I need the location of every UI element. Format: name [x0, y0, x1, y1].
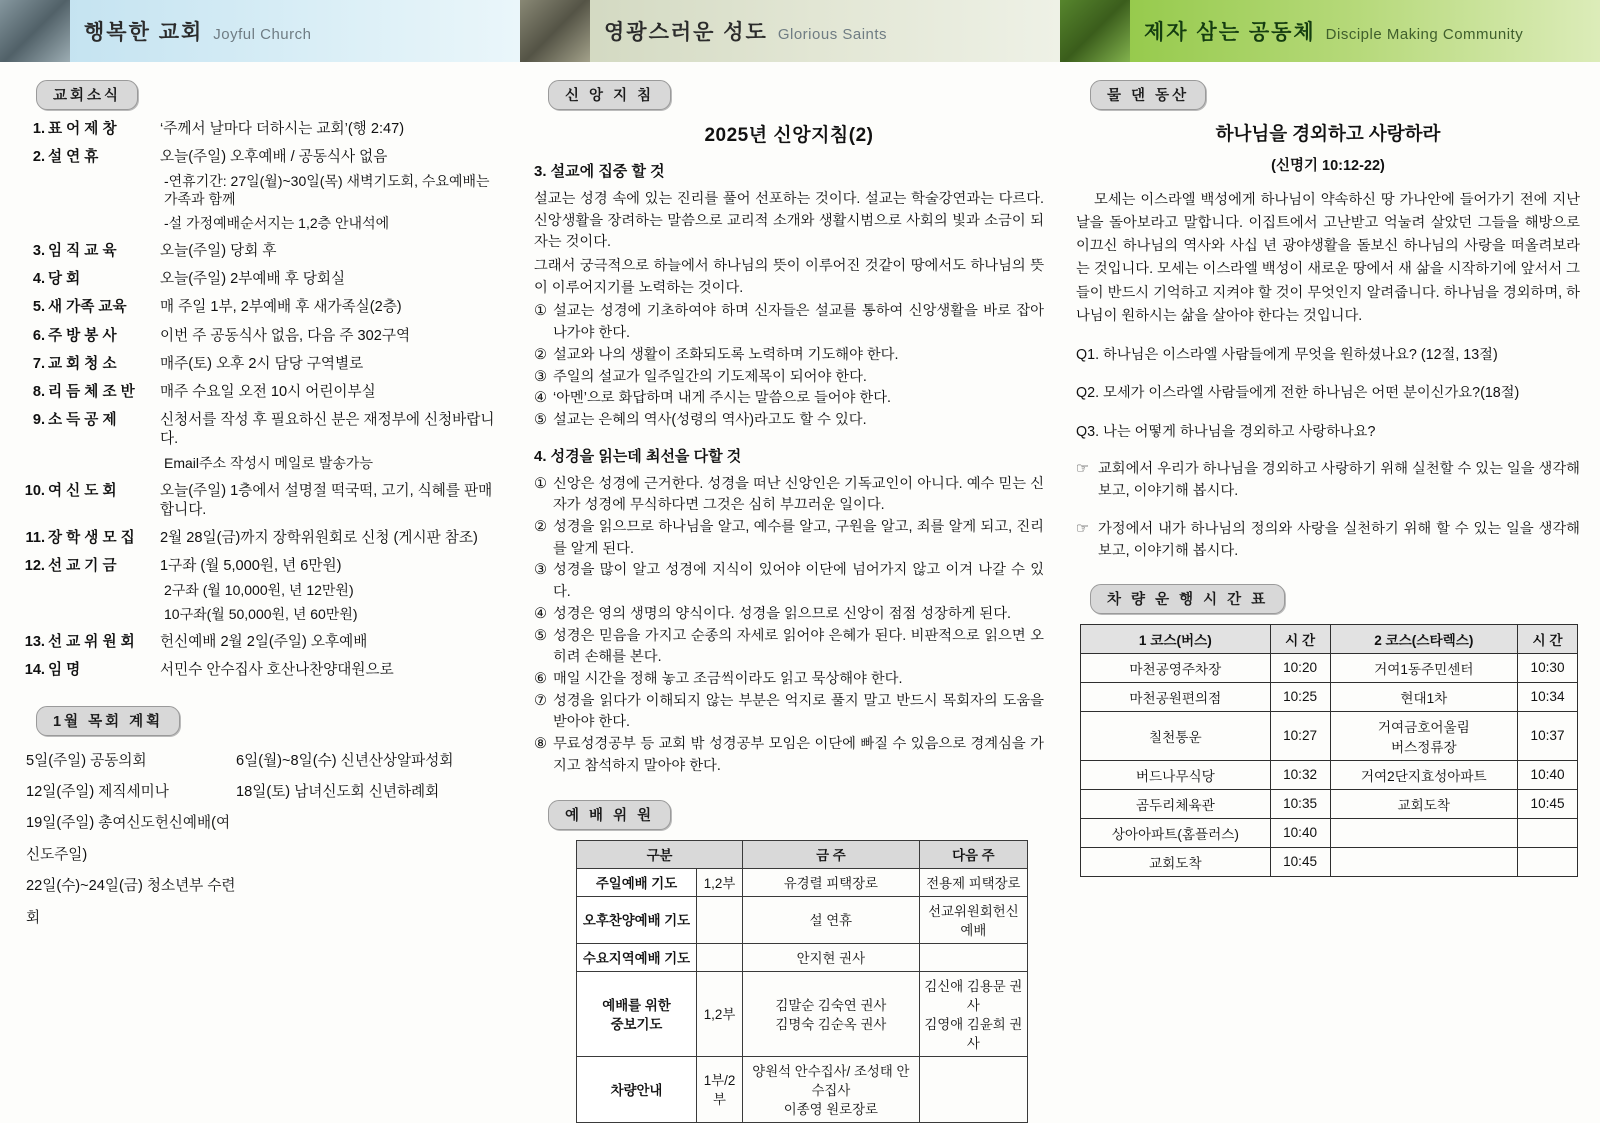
- plan-line: [26, 871, 506, 934]
- news-item-number: 9.: [32, 412, 45, 429]
- bus-table-cell: 교회도착: [1081, 847, 1271, 876]
- item-text: 성경을 읽다가 이해되지 않는 부분은 억지로 풀지 말고 반드시 목회자의 도움을 받아야 한다.: [553, 692, 1044, 731]
- section4-heading: 4. 성경을 읽는데 최선을 다할 것: [534, 447, 742, 465]
- church-news-list: [22, 120, 506, 680]
- news-item-title: 선 교 기 금: [48, 557, 117, 574]
- bus-table-cell: 거여1동주민센터: [1330, 653, 1518, 682]
- application-bullet-text: 가정에서 내가 하나님의 정의와 사랑을 실천하기 위해 할 수 있는 일을 생각해보고, 이야기해 봅시다.: [1098, 520, 1580, 559]
- plan-line-right: 18일(토) 남녀신도회 신년하례회: [236, 784, 440, 801]
- numbered-item: [534, 560, 1044, 603]
- news-item-text: 이번 주 공동식사 없음, 다음 주 302구역: [160, 327, 411, 344]
- worship-table-cell: 1부/2부: [697, 1056, 743, 1122]
- news-item-title: 교 회 청 소: [48, 355, 117, 372]
- news-item-text: 오늘(주일) 당회 후: [160, 243, 277, 260]
- news-item-text: 오늘(주일) 2부예배 후 당회실: [160, 271, 346, 288]
- column-church-news: [0, 72, 520, 1123]
- table-row: [577, 1056, 1028, 1122]
- worship-table-body: [577, 868, 1028, 1122]
- news-item-title: 장 학 생 모 집: [48, 529, 135, 546]
- worship-table-header-row: [577, 840, 1028, 868]
- news-item: [22, 661, 506, 680]
- worship-table-cell: 김신애 김용문 권사 김영애 김윤희 권사: [919, 971, 1027, 1056]
- plan-line: [26, 808, 506, 871]
- news-item-text: 오늘(주일) 오후예배 / 공동식사 없음: [160, 149, 388, 166]
- table-row: [577, 868, 1028, 896]
- news-item-text: 매 주일 1부, 2부예배 후 새가족실(2층): [160, 299, 402, 316]
- news-item-text: 신청서를 작성 후 필요하신 분은 재정부에 신청바랍니다.: [160, 412, 495, 447]
- bus-table-cell: 10:34: [1518, 682, 1578, 711]
- banner-photo-3: [1060, 0, 1130, 62]
- worship-table-cell: 1,2부: [697, 971, 743, 1056]
- news-item-number: 5.: [32, 299, 45, 316]
- bus-table-header: 시 간: [1518, 624, 1578, 653]
- plan-line-left: 12일(주일) 제직세미나: [26, 784, 169, 801]
- worship-table-cell: 주일예배 기도: [577, 868, 697, 896]
- section-tag-worship-committee: 예 배 위 원: [548, 800, 671, 830]
- bus-table-cell: 10:45: [1270, 847, 1330, 876]
- worship-table-header: 금 주: [743, 840, 920, 868]
- section3-paragraphs: [534, 189, 1044, 300]
- item-text: 신앙은 성경에 근거한다. 성경을 떠난 신앙인은 기독교인이 아니다. 예수 믿는 신자가 성경에 무식하다면 그것은 심히 부끄러운 일이다.: [553, 475, 1044, 514]
- news-item-title: 당 회: [48, 271, 81, 288]
- bus-table-cell: 버드나무식당: [1081, 760, 1271, 789]
- worship-table-cell: [697, 896, 743, 943]
- bus-table-cell: 10:37: [1518, 711, 1578, 760]
- news-item-title: 리 듬 체 조 반: [48, 383, 135, 400]
- news-item: [22, 633, 506, 652]
- banner-title-ko-1: 행복한 교회: [84, 21, 204, 44]
- section4-items: [534, 474, 1044, 778]
- item-text: 설교와 나의 생활이 조화되도록 노력하며 기도해야 한다.: [553, 346, 899, 363]
- news-item: [22, 120, 506, 139]
- worship-table-cell: 1,2부: [697, 868, 743, 896]
- news-item: [22, 557, 506, 576]
- bus-table-cell: 마천공영주차장: [1081, 653, 1271, 682]
- news-item-text: 매주(토) 오후 2시 담당 구역별로: [160, 355, 364, 372]
- item-text: 성경을 읽으므로 하나님을 알고, 예수를 알고, 구원을 알고, 죄를 알게 되고, 진리를 알게 된다.: [553, 518, 1044, 557]
- banner-title-en-1: Joyful Church: [213, 26, 312, 43]
- pointing-hand-icon: ☞: [1076, 520, 1089, 537]
- worship-table-cell: 유경렬 피택장로: [743, 868, 920, 896]
- numbered-item: [534, 691, 1044, 734]
- plan-line: [26, 777, 506, 808]
- bus-table-cell: 곰두리체육관: [1081, 789, 1271, 818]
- item-text: 무료성경공부 등 교회 밖 성경공부 모임은 이단에 빠질 수 있음으로 경계심을 가지고 참석하지 말아야 한다.: [553, 736, 1044, 774]
- numbered-item: [534, 388, 1044, 410]
- discussion-question: Q2. 모세가 이스라엘 사람들에게 전한 하나님은 어떤 분이신가요?(18절): [1076, 385, 1520, 402]
- news-item-subtext: Email주소 작성시 메일로 발송가능: [164, 454, 373, 471]
- banner-joyful-church: [0, 0, 520, 62]
- news-item-subtext: 10구좌(월 50,000원, 년 60만원): [164, 605, 358, 622]
- faith-guideline-body: [534, 161, 1044, 778]
- item-marker: ⑤: [534, 411, 547, 428]
- news-item: [22, 529, 506, 548]
- news-item-text: 매주 수요일 오전 10시 어린이부실: [160, 383, 376, 400]
- item-marker: ②: [534, 518, 547, 535]
- worship-table-cell: [919, 1056, 1027, 1122]
- application-bullet-text: 교회에서 우리가 하나님을 경외하고 사랑하기 위해 실천할 수 있는 일을 생각해보고, 이야기해 봅시다.: [1098, 461, 1580, 500]
- item-marker: ⑧: [534, 736, 547, 753]
- worship-table-cell: 선교위원회헌신예배: [919, 896, 1027, 943]
- item-text: ‘아멘’으로 화답하며 내게 주시는 말씀으로 들어야 한다.: [553, 390, 891, 407]
- worship-table-cell: 양원석 안수집사/ 조성태 안수집사 이종영 원로장로: [743, 1056, 920, 1122]
- worship-committee-block: [534, 800, 1044, 1123]
- news-item: [22, 482, 506, 519]
- bus-table-cell: 10:30: [1518, 653, 1578, 682]
- numbered-item: [534, 604, 1044, 626]
- application-bullet: [1076, 458, 1580, 502]
- table-row: [577, 943, 1028, 971]
- worship-table-cell: 김말순 김숙연 권사 김명숙 김순옥 권사: [743, 971, 920, 1056]
- item-marker: ④: [534, 390, 547, 407]
- application-bullet: [1076, 518, 1580, 562]
- section-tag-bus-schedule: 차 량 운 행 시 간 표: [1090, 584, 1285, 614]
- bus-table-cell: 마천공원편의점: [1081, 682, 1271, 711]
- item-marker: ⑤: [534, 627, 547, 644]
- bus-table-cell: 10:35: [1270, 789, 1330, 818]
- plan-line-left: 22일(수)~24일(금) 청소년부 수련회: [26, 878, 236, 926]
- sermon-scripture-reference: (신명기 10:12-22): [1271, 158, 1385, 174]
- banner-title-ko-3: 제자 삼는 공동체: [1144, 21, 1316, 44]
- bus-table-header-row: [1081, 624, 1578, 653]
- news-item: [22, 298, 506, 317]
- news-item-number: 7.: [32, 355, 45, 372]
- item-text: 성경은 믿음을 가지고 순종의 자세로 읽어야 은혜가 된다. 비판적으로 읽으면 오히려 손해를 본다.: [553, 627, 1044, 666]
- news-item-number: 10.: [24, 482, 45, 499]
- table-row: [1081, 711, 1578, 760]
- news-item: [22, 242, 506, 261]
- news-item-title: 소 득 공 제: [48, 412, 117, 429]
- banner-glorious-saints: [520, 0, 1060, 62]
- news-item-number: 8.: [32, 383, 45, 400]
- worship-table-header: 구분: [577, 840, 743, 868]
- bus-table-cell: 상아아파트(홈플러스): [1081, 818, 1271, 847]
- numbered-item: [534, 669, 1044, 691]
- news-item-text: 2월 28일(금)까지 장학위원회로 신청 (게시판 참조): [160, 529, 478, 546]
- news-item-number: 11.: [25, 529, 45, 546]
- news-item-subtext: -설 가정예배순서지는 1,2층 안내석에: [164, 215, 390, 232]
- worship-table-cell: [919, 943, 1027, 971]
- section3-items: [534, 301, 1044, 431]
- bus-table-header: 2 코스(스타렉스): [1330, 624, 1518, 653]
- item-text: 매일 시간을 정해 놓고 조금씩이라도 읽고 묵상해야 한다.: [553, 670, 903, 687]
- plan-line-left: 5일(주일) 공동의회: [26, 752, 147, 769]
- bus-table-header: 시 간: [1270, 624, 1330, 653]
- bus-table-cell: 10:32: [1270, 760, 1330, 789]
- item-marker: ⑦: [534, 692, 547, 709]
- discussion-question: Q3. 나는 어떻게 하나님을 경외하고 사랑하나요?: [1076, 423, 1376, 440]
- section-tag-january-plan: 1월 목회 계획: [36, 706, 180, 736]
- sermon-title: 하나님을 경외하고 사랑하라: [1215, 123, 1441, 144]
- news-item: [22, 355, 506, 374]
- faith-guideline-title: 2025년 신앙지침(2): [704, 125, 874, 146]
- news-item: [22, 411, 506, 448]
- news-item-title: 임 직 교 육: [48, 243, 117, 260]
- news-item-title: 표 어 제 창: [48, 121, 117, 137]
- bus-schedule-table: [1080, 624, 1578, 877]
- item-text: 성경을 많이 알고 성경에 지식이 있어야 이단에 넘어가지 않고 이겨 나갈 수 있다.: [553, 562, 1044, 601]
- item-marker: ①: [534, 303, 547, 320]
- january-ministry-plan: [22, 706, 506, 934]
- news-item-text: ‘주께서 날마다 더하시는 교회’(행 2:47): [160, 121, 405, 137]
- numbered-item: [534, 367, 1044, 389]
- news-item-number: 3.: [32, 243, 45, 260]
- worship-table-cell: 설 연휴: [743, 896, 920, 943]
- item-text: 설교는 성경에 기초하여야 하며 신자들은 설교를 통하여 신앙생활을 바로 잡아 나가야 한다.: [553, 303, 1044, 342]
- plan-line-right: 6일(월)~8일(수) 신년산상알파성회: [236, 752, 454, 769]
- news-item-number: 12.: [24, 557, 45, 574]
- table-row: [1081, 653, 1578, 682]
- table-row: [577, 971, 1028, 1056]
- bus-table-cell: [1330, 847, 1518, 876]
- news-item: [22, 148, 506, 167]
- column-faith-guideline: [520, 72, 1060, 1123]
- table-row: [1081, 818, 1578, 847]
- section-tag-faith-guideline: 신 앙 지 침: [548, 80, 671, 110]
- bus-table-body: [1081, 653, 1578, 876]
- news-item-text: 헌신예배 2월 2일(주일) 오후예배: [160, 633, 368, 650]
- banner-photo-2: [520, 0, 590, 62]
- bus-table-cell: 10:25: [1270, 682, 1330, 711]
- bus-table-header: 1 코스(버스): [1081, 624, 1271, 653]
- bus-table-cell: [1518, 818, 1578, 847]
- numbered-item: [534, 301, 1044, 344]
- item-text: 설교는 은혜의 역사(성령의 역사)라고도 할 수 있다.: [553, 411, 867, 428]
- bus-schedule-block: [1076, 584, 1580, 877]
- worship-table-cell: 전용제 피택장로: [919, 868, 1027, 896]
- news-item-title: 새 가족 교육: [48, 299, 127, 316]
- section-tag-watered-garden: 물 댄 동산: [1090, 80, 1206, 110]
- bus-table-cell: 거여금호어울림 버스정류장: [1330, 711, 1518, 760]
- table-row: [1081, 760, 1578, 789]
- sermon-body: 모세는 이스라엘 백성에게 하나님이 약속하신 땅 가나안에 들어가기 전에 지난 날을 돌아보라고 말합니다. 이집트에서 고난받고 억눌려 살았던 그들을 해방으로 이끄신 하나님의 역사와 사십 년 광야생활을 돌보신 하나님의 사랑을 떠올려보라는 것입니다. 모세는 이스라엘 백성이 새로운 땅에서 새 삶을 시작하기에 앞서서 그들이 반드시 기억하고 지켜야 할 것이 무엇인지 알려줍니다. 하나님을 경외하며, 하나님이 원하시는 삶을 살아야 한다는 것입니다.: [1076, 192, 1580, 324]
- bus-table-cell: 현대1차: [1330, 682, 1518, 711]
- item-text: 주일의 설교가 일주일간의 기도제목이 되어야 한다.: [553, 368, 867, 385]
- banner-title-en-2: Glorious Saints: [777, 26, 888, 43]
- banner-title-en-3: Disciple Making Community: [1325, 26, 1524, 43]
- news-item: [22, 383, 506, 402]
- numbered-item: [534, 474, 1044, 517]
- news-item-number: 2.: [32, 149, 45, 166]
- table-row: [577, 896, 1028, 943]
- news-item-number: 4.: [32, 271, 45, 288]
- pointing-hand-icon: ☞: [1076, 461, 1089, 478]
- news-item-title: 선 교 위 원 회: [48, 633, 135, 650]
- news-item-number: 13.: [24, 633, 45, 650]
- bus-table-cell: 10:45: [1518, 789, 1578, 818]
- news-item-subtext: -연휴기간: 27일(월)~30일(목) 새벽기도회, 수요예배는 가족과 함께: [164, 173, 490, 208]
- numbered-item: [534, 345, 1044, 367]
- discussion-question: Q1. 하나님은 이스라엘 사람들에게 무엇을 원하셨나요? (12절, 13절): [1076, 346, 1498, 363]
- news-item-title: 임 명: [48, 662, 81, 679]
- news-item-number: 14.: [24, 662, 45, 679]
- news-item: [22, 270, 506, 289]
- banner-strip: [0, 0, 1600, 62]
- table-row: [1081, 789, 1578, 818]
- table-row: [1081, 847, 1578, 876]
- paragraph: 그래서 궁극적으로 하늘에서 하나님의 뜻이 이루어진 것같이 땅에서도 하나님의 뜻이 이루어지기를 노력하는 것이다.: [534, 257, 1045, 296]
- banner-photo-1: [0, 0, 70, 62]
- item-marker: ②: [534, 346, 547, 363]
- worship-table-cell: 수요지역예배 기도: [577, 943, 697, 971]
- worship-table-cell: 오후찬양예배 기도: [577, 896, 697, 943]
- news-item-title: 여 신 도 회: [48, 482, 117, 499]
- item-marker: ⑥: [534, 670, 547, 687]
- section-tag-church-news: 교회소식: [36, 80, 138, 110]
- item-marker: ③: [534, 368, 547, 385]
- bus-table-cell: 10:40: [1518, 760, 1578, 789]
- numbered-item: [534, 734, 1044, 777]
- news-item: [22, 327, 506, 346]
- plan-line: [26, 746, 506, 777]
- paragraph: 설교는 성경 속에 있는 진리를 풀어 선포하는 것이다. 설교는 학술강연과는 다르다. 신앙생활을 장려하는 말씀으로 교리적 소개와 생활시범으로 사회의 빛과 소금이 되자는 것이다.: [534, 190, 1045, 251]
- news-item-title: 설 연 휴: [48, 149, 99, 166]
- section3-heading: 3. 설교에 집중 할 것: [534, 163, 665, 180]
- numbered-item: [534, 517, 1044, 560]
- sermon-questions: [1076, 345, 1580, 443]
- news-item-text: 오늘(주일) 1층에서 설명절 떡국떡, 고기, 식혜를 판매합니다.: [160, 482, 493, 518]
- banner-disciple-making: [1060, 0, 1600, 62]
- bus-table-cell: 칠천통운: [1081, 711, 1271, 760]
- bus-table-cell: 10:40: [1270, 818, 1330, 847]
- news-item-text: 서민수 안수집사 호산나찬양대원으로: [160, 662, 394, 679]
- bus-table-cell: [1330, 818, 1518, 847]
- worship-table-header: 다음 주: [919, 840, 1027, 868]
- worship-table-cell: 차량안내: [577, 1056, 697, 1122]
- plan-line-left: 19일(주일) 총여신도헌신예배(여신도주일): [26, 815, 231, 863]
- bus-table-cell: [1518, 847, 1578, 876]
- sermon-application-bullets: [1076, 458, 1580, 562]
- news-item-text: 1구좌 (월 5,000원, 년 6만원): [160, 557, 342, 574]
- table-row: [1081, 682, 1578, 711]
- worship-committee-table: [576, 840, 1028, 1123]
- worship-table-cell: [697, 943, 743, 971]
- january-plan-lines: [26, 746, 506, 934]
- news-item-number: 6.: [32, 327, 45, 344]
- news-item-title: 주 방 봉 사: [48, 327, 117, 344]
- item-text: 성경은 영의 생명의 양식이다. 성경을 읽으므로 신앙이 점점 성장하게 된다.: [553, 605, 1012, 622]
- column-watered-garden: [1060, 72, 1600, 1123]
- banner-title-ko-2: 영광스러운 성도: [604, 21, 768, 44]
- bus-table-cell: 거여2단지효성아파트: [1330, 760, 1518, 789]
- worship-table-cell: 안지현 권사: [743, 943, 920, 971]
- bus-table-cell: 10:27: [1270, 711, 1330, 760]
- item-marker: ③: [534, 562, 547, 579]
- news-item-subtext: 2구좌 (월 10,000원, 년 12만원): [164, 582, 354, 599]
- numbered-item: [534, 626, 1044, 669]
- item-marker: ①: [534, 475, 547, 492]
- item-marker: ④: [534, 605, 547, 622]
- numbered-item: [534, 410, 1044, 432]
- bus-table-cell: 10:20: [1270, 653, 1330, 682]
- news-item-number: 1.: [32, 121, 45, 137]
- bus-table-cell: 교회도착: [1330, 789, 1518, 818]
- worship-table-cell: 예배를 위한 중보기도: [577, 971, 697, 1056]
